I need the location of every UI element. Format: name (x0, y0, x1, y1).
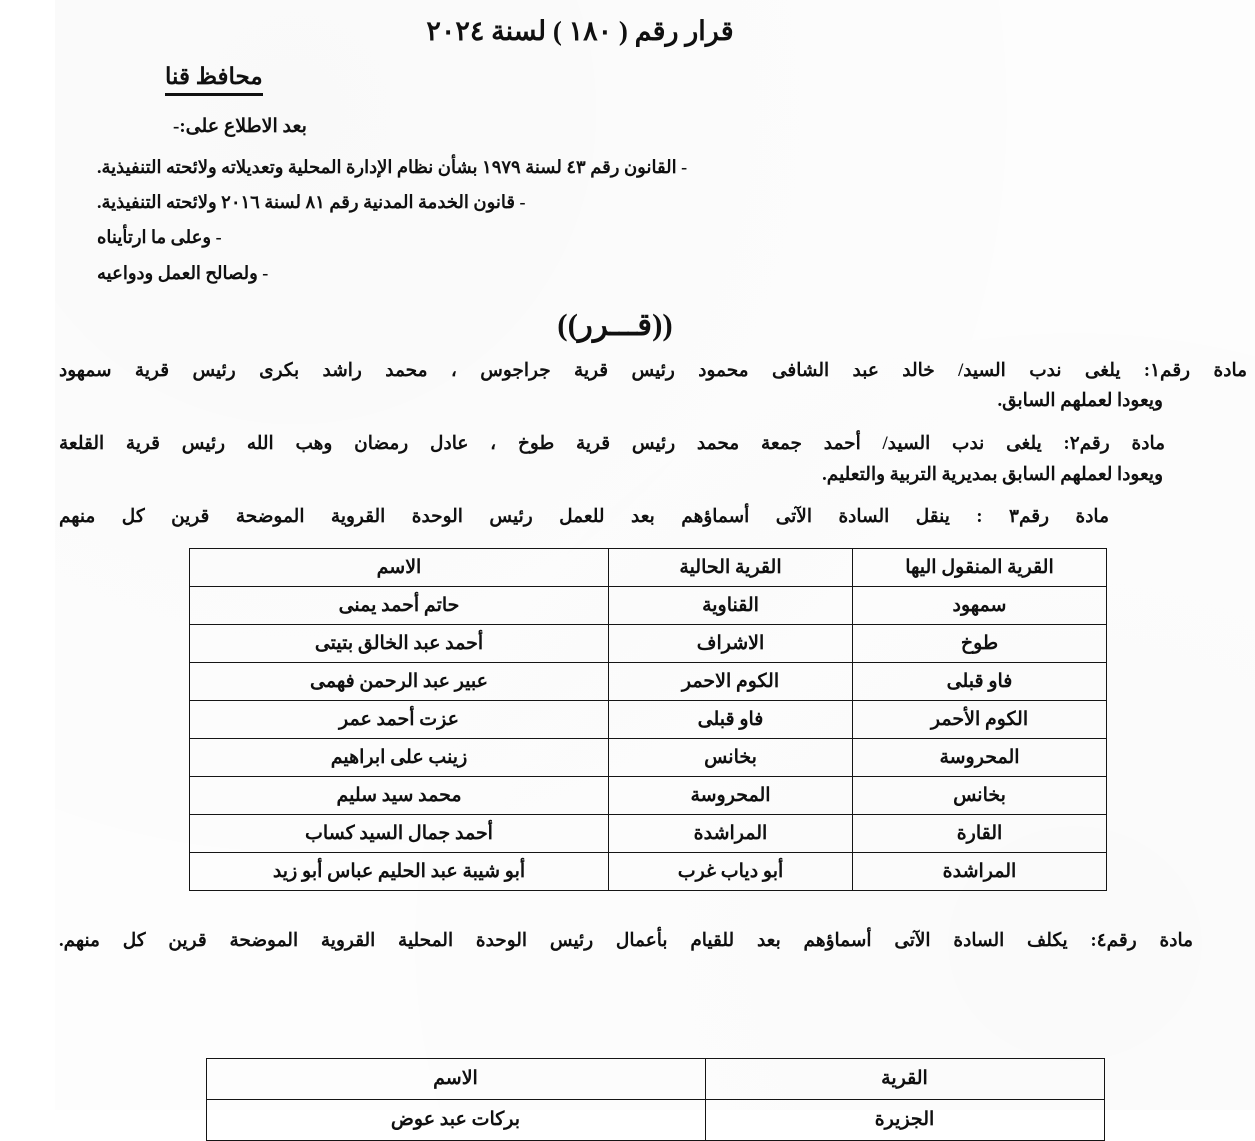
article-4-label: مادة رقم٤: (1090, 931, 1193, 952)
cell-village: الجزيرة (705, 1100, 1104, 1141)
page-title: قرار رقم ( ١٨٠ ) لسنة ٢٠٢٤ (426, 16, 734, 46)
legal-basis-list (85, 150, 1255, 290)
table-row (190, 815, 1107, 853)
article-3-text: ينقل السادة الآتى أسماؤهم بعد للعمل رئيس الوحدة القروية الموضحة قرين كل منهم (59, 507, 950, 528)
legal-basis-item: - القانون رقم ٤٣ لسنة ١٩٧٩ بشأن نظام الإدارة المحلية وتعديلاته ولائحته التنفيذية. (97, 157, 688, 178)
transfer-table (189, 548, 1107, 891)
article-4-main-line (59, 927, 1249, 956)
header-village: القرية (705, 1059, 1104, 1100)
cell-destination: الكوم الأحمر (853, 701, 1107, 739)
article-1-continuation: ويعودا لعملهم السابق. (997, 391, 1163, 412)
article-1-label: مادة رقم١: (1143, 360, 1247, 381)
document-page (55, 0, 1255, 1131)
table-row (190, 853, 1107, 891)
article-2-label: مادة رقم٢: (1063, 434, 1165, 454)
table-header-row (206, 1059, 1104, 1100)
cell-current: المحروسة (609, 777, 853, 815)
table-row (206, 1100, 1104, 1141)
header-destination-village: القرية المنقول اليها (853, 549, 1107, 587)
transfer-table-body (190, 587, 1107, 891)
assignment-table-wrap (55, 1048, 1255, 1141)
cell-destination: المحروسة (853, 739, 1107, 777)
cell-destination: سمهود (853, 587, 1107, 625)
table-row (190, 663, 1107, 701)
assignment-table (206, 1058, 1105, 1141)
assignment-table-body (206, 1100, 1104, 1141)
cell-name: عبير عبد الرحمن فهمى (190, 663, 609, 701)
article-2 (55, 430, 1255, 489)
cell-name: محمد سيد سليم (190, 777, 609, 815)
table-row (190, 587, 1107, 625)
assignment-table-clip (55, 1048, 1255, 1131)
cell-name: أحمد جمال السيد كساب (190, 815, 609, 853)
cell-name: حاتم أحمد يمنى (190, 587, 609, 625)
cell-destination: بخانس (853, 777, 1107, 815)
article-2-text: يلغى ندب السيد/ أحمد جمعة محمد رئيس قرية طوخ ، عادل رمضان وهب الله رئيس قرية القلعة (59, 434, 1042, 454)
header-name: الاسم (206, 1059, 705, 1100)
cell-current: الكوم الاحمر (609, 663, 853, 701)
article-3 (55, 503, 1255, 532)
preamble-intro: بعد الاطلاع على:- (173, 115, 307, 137)
cell-destination: المراشدة (853, 853, 1107, 891)
cell-current: بخانس (609, 739, 853, 777)
legal-basis-item: - وعلى ما ارتأيناه (97, 227, 222, 248)
cell-name: زينب على ابراهيم (190, 739, 609, 777)
header-block (55, 49, 1255, 291)
cell-destination: القارة (853, 815, 1107, 853)
table-header-row (190, 549, 1107, 587)
table-row (190, 625, 1107, 663)
article-4-text: يكلف السادة الآتى أسماؤهم بعد للقيام بأعمال رئيس الوحدة المحلية القروية الموضحة قرين كل منهم. (59, 931, 1068, 952)
cell-current: الاشراف (609, 625, 853, 663)
cell-name: بركات عبد عوض (206, 1100, 705, 1141)
article-3-main-line (59, 503, 1249, 532)
transfer-table-wrap (55, 540, 1255, 891)
article-1 (55, 357, 1255, 416)
governor-heading: محافظ قنا (165, 63, 263, 96)
cell-name: عزت أحمد عمر (190, 701, 609, 739)
decision-heading: ((قـــرر)) (557, 306, 673, 342)
cell-current: أبو دياب غرب (609, 853, 853, 891)
header-name: الاسم (190, 549, 609, 587)
article-1-text: يلغى ندب السيد/ خالد عبد الشافى محمود رئيس قرية جراجوس ، محمد راشد بكرى رئيس قرية سمهود (59, 360, 1121, 381)
cell-destination: طوخ (853, 625, 1107, 663)
table-row (190, 739, 1107, 777)
table-row (190, 777, 1107, 815)
cell-current: المراشدة (609, 815, 853, 853)
legal-basis-item: - قانون الخدمة المدنية رقم ٨١ لسنة ٢٠١٦ ولائحته التنفيذية. (97, 192, 526, 213)
legal-basis-item: - ولصالح العمل ودواعيه (97, 262, 269, 283)
article-3-label: مادة رقم٣ : (976, 507, 1109, 528)
cell-destination: فاو قبلى (853, 663, 1107, 701)
cell-current: القناوية (609, 587, 853, 625)
cell-current: فاو قبلى (609, 701, 853, 739)
article-2-continuation: ويعودا لعملهم السابق بمديرية التربية والتعليم. (822, 464, 1163, 485)
cell-name: أحمد عبد الخالق بتيتى (190, 625, 609, 663)
header-current-village: القرية الحالية (609, 549, 853, 587)
cell-name: أبو شيبة عبد الحليم عباس أبو زيد (190, 853, 609, 891)
table-row (190, 701, 1107, 739)
article-1-main-line (59, 357, 1249, 386)
article-2-main-line (59, 430, 1249, 459)
article-4 (55, 927, 1255, 956)
